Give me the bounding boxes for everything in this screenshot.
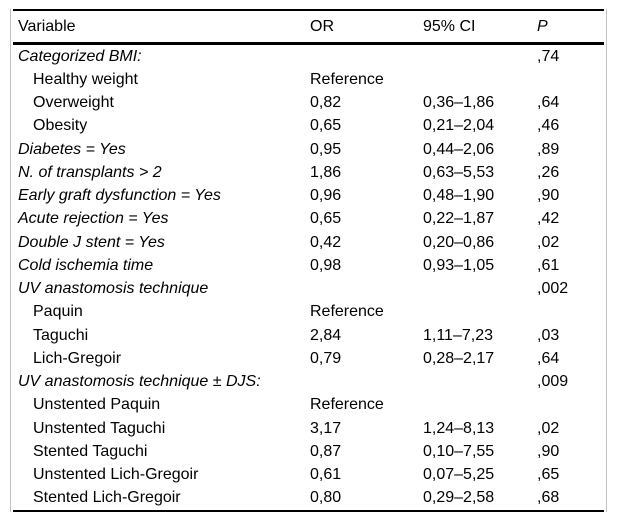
p-cell: ,89: [537, 140, 560, 158]
p-cell: ,65: [537, 466, 560, 484]
or-cell: [310, 371, 423, 394]
p-cell: ,02: [537, 233, 560, 251]
p-cell: ,02: [537, 419, 560, 437]
p-cell: ,002: [537, 280, 569, 298]
variable-cell: Lich-Gregoir: [33, 349, 122, 367]
variable-cell: Double J stent = Yes: [18, 233, 165, 251]
variable-cell: Paquin: [33, 303, 83, 321]
or-cell: [310, 44, 423, 69]
p-cell: ,68: [537, 489, 560, 507]
variable-cell: Obesity: [33, 117, 88, 135]
table-row: [13, 301, 604, 324]
or-cell: Reference: [310, 303, 384, 321]
or-cell: 0,42: [310, 233, 342, 251]
or-cell: 0,96: [310, 187, 342, 205]
or-cell: [310, 278, 423, 301]
ci-cell: 0,21–2,04: [423, 117, 495, 135]
variable-cell: Unstented Paquin: [33, 396, 161, 414]
or-cell: 0,95: [310, 140, 342, 158]
or-cell: Reference: [310, 396, 384, 414]
p-cell: ,03: [537, 326, 560, 344]
table-row: [13, 487, 604, 511]
or-cell: 0,82: [310, 94, 342, 112]
variable-cell: Acute rejection = Yes: [18, 210, 169, 228]
ci-cell: 1,24–8,13: [423, 419, 495, 437]
table-frame: [10, 9, 607, 512]
table-row: [13, 278, 604, 301]
ci-cell: [423, 278, 537, 301]
table-row: [13, 68, 604, 91]
ci-cell: 0,48–1,90: [423, 187, 495, 205]
ci-cell: 0,36–1,86: [423, 94, 495, 112]
ci-cell: 0,10–7,55: [423, 442, 495, 460]
or-cell: 3,17: [310, 419, 342, 437]
variable-cell: Stented Taguchi: [33, 442, 148, 460]
p-cell: ,90: [537, 187, 560, 205]
variable-cell: Unstented Lich-Gregoir: [33, 466, 199, 484]
variable-cell: Unstented Taguchi: [33, 419, 166, 437]
table-row: [13, 44, 604, 69]
ci-cell: [423, 301, 537, 324]
col-header-or: OR: [310, 10, 423, 44]
ci-cell: 0,07–5,25: [423, 466, 495, 484]
col-header-p: P: [537, 10, 604, 44]
or-cell: 0,80: [310, 489, 342, 507]
table-row: [13, 185, 604, 208]
ci-cell: 0,20–0,86: [423, 233, 495, 251]
header-row: [13, 10, 604, 44]
col-header-ci: 95% CI: [423, 10, 537, 44]
or-cell: 0,98: [310, 256, 342, 274]
p-cell: ,26: [537, 163, 560, 181]
variable-cell: N. of transplants > 2: [18, 163, 162, 181]
variable-cell: UV anastomosis technique ± DJS:: [18, 373, 261, 391]
or-cell: 0,61: [310, 466, 342, 484]
p-cell: ,64: [537, 349, 560, 367]
table-row: [13, 115, 604, 138]
or-cell: 0,79: [310, 349, 342, 367]
p-cell: [537, 394, 604, 417]
ci-cell: [423, 68, 537, 91]
table-row: [13, 92, 604, 115]
variable-cell: Diabetes = Yes: [18, 140, 126, 158]
variable-cell: Taguchi: [33, 326, 89, 344]
table-row: [13, 440, 604, 463]
table-body: [13, 44, 604, 512]
regression-results-table: [13, 9, 604, 512]
p-cell: ,64: [537, 94, 560, 112]
p-cell: [537, 301, 604, 324]
table-row: [13, 231, 604, 254]
table-row: [13, 324, 604, 347]
p-cell: ,74: [537, 47, 560, 65]
or-cell: 0,65: [310, 210, 342, 228]
or-cell: 1,86: [310, 163, 342, 181]
ci-cell: [423, 371, 537, 394]
ci-cell: 0,44–2,06: [423, 140, 495, 158]
col-header-variable: Variable: [13, 10, 310, 44]
table-row: [13, 394, 604, 417]
p-cell: ,42: [537, 210, 560, 228]
p-cell: ,90: [537, 442, 560, 460]
table-row: [13, 371, 604, 394]
or-cell: 0,87: [310, 442, 342, 460]
variable-cell: Stented Lich-Gregoir: [33, 489, 181, 507]
ci-cell: 0,93–1,05: [423, 256, 495, 274]
p-cell: ,46: [537, 117, 560, 135]
ci-cell: [423, 44, 537, 69]
or-cell: 2,84: [310, 326, 342, 344]
table-row: [13, 254, 604, 277]
p-cell: ,61: [537, 256, 560, 274]
p-cell: [537, 68, 604, 91]
ci-cell: 0,28–2,17: [423, 349, 495, 367]
table-row: [13, 417, 604, 440]
table-row: [13, 464, 604, 487]
ci-cell: 0,63–5,53: [423, 163, 495, 181]
ci-cell: 1,11–7,23: [423, 326, 493, 344]
variable-cell: Early graft dysfunction = Yes: [18, 187, 221, 205]
ci-cell: [423, 394, 537, 417]
table-row: [13, 208, 604, 231]
variable-cell: Healthy weight: [33, 70, 138, 88]
or-cell: Reference: [310, 70, 384, 88]
p-cell: ,009: [537, 373, 569, 391]
table-row: [13, 138, 604, 161]
variable-cell: Overweight: [33, 94, 114, 112]
table-row: [13, 347, 604, 370]
ci-cell: 0,29–2,58: [423, 489, 495, 507]
or-cell: 0,65: [310, 117, 342, 135]
table-header: [13, 10, 604, 44]
variable-cell: UV anastomosis technique: [18, 280, 209, 298]
ci-cell: 0,22–1,87: [423, 210, 495, 228]
variable-cell: Cold ischemia time: [18, 256, 154, 274]
variable-cell: Categorized BMI:: [18, 47, 142, 65]
table-row: [13, 161, 604, 184]
